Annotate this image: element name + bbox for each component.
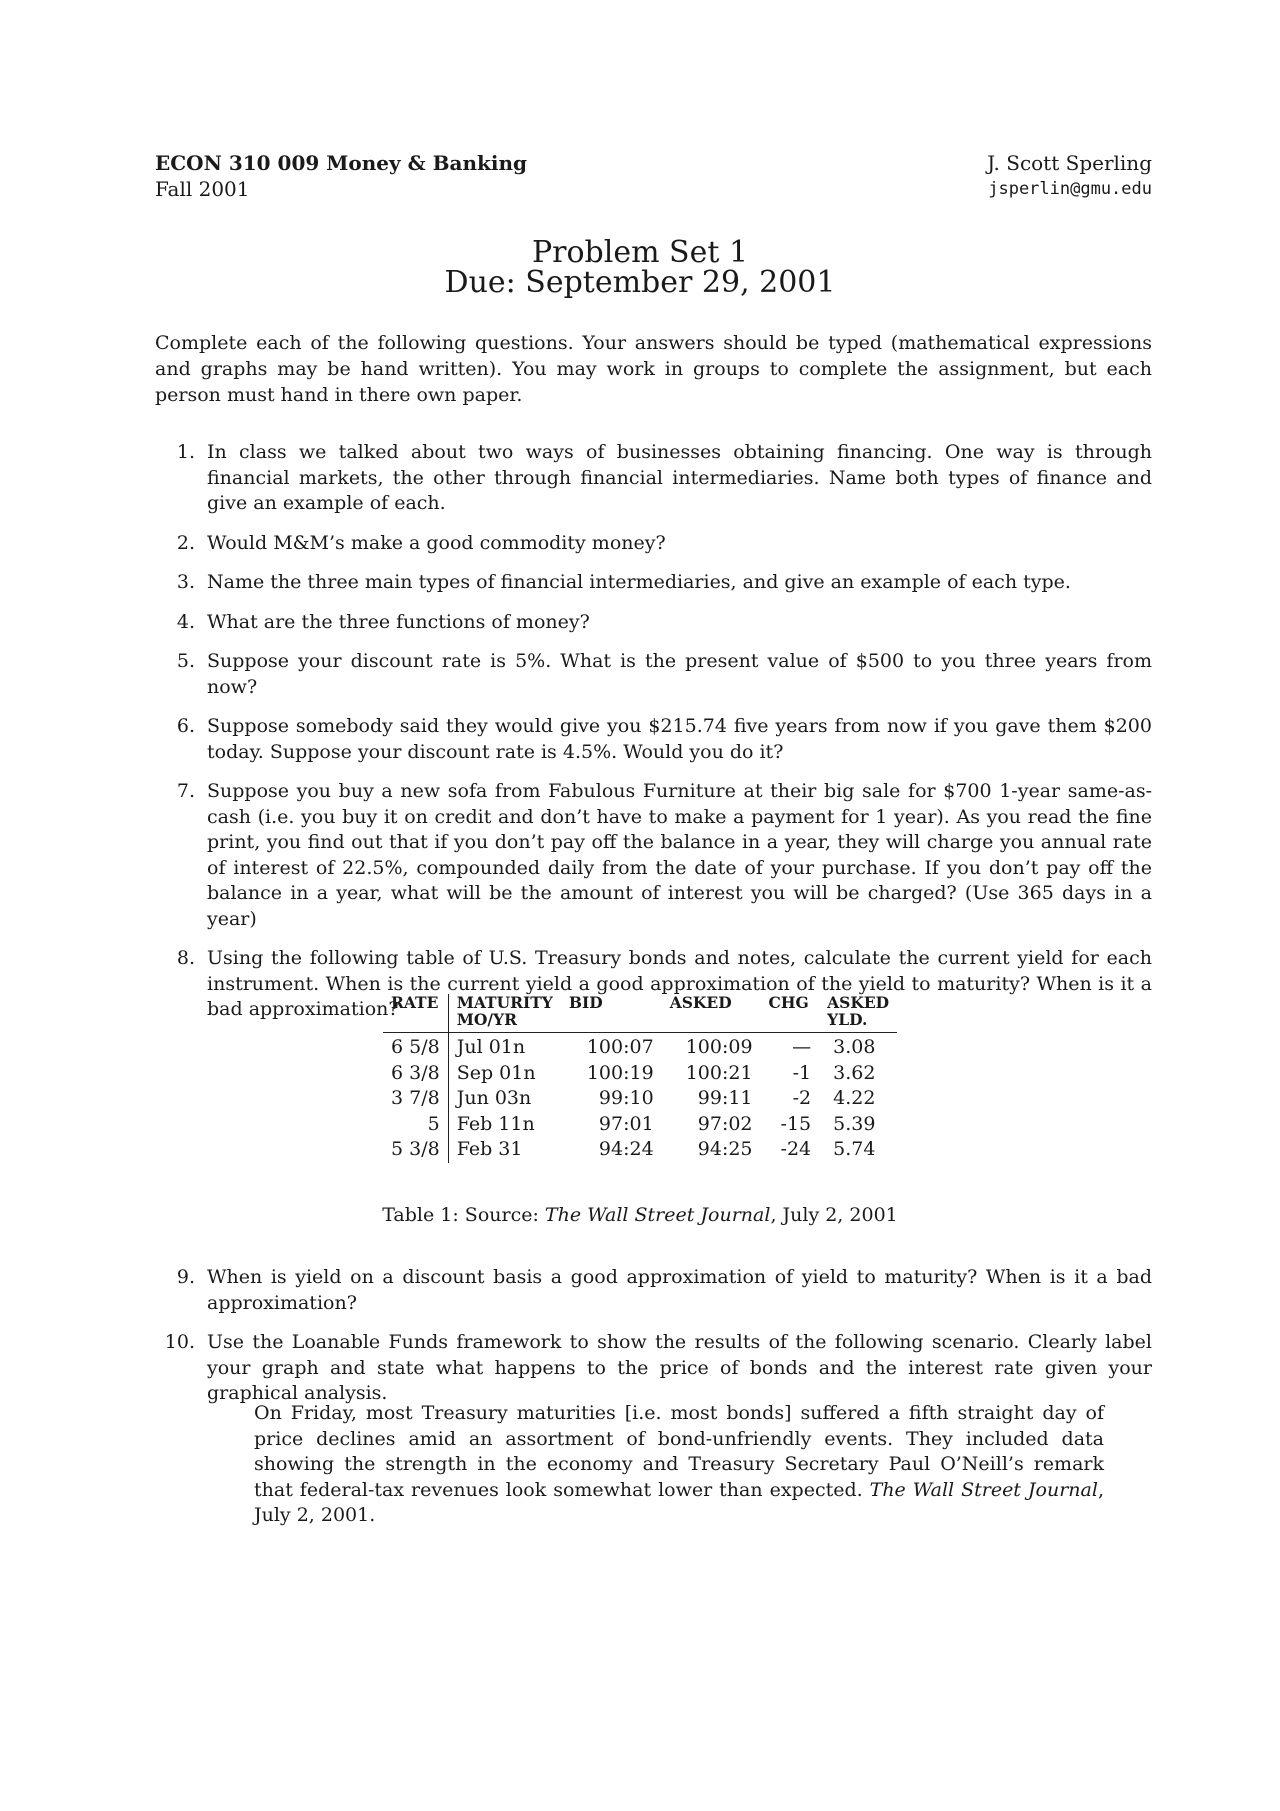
course-header (155, 150, 527, 202)
question-item: 8. Using the following table of U.S. Treasury bonds and notes, calculate the current yield for each instrument. When is the current yield a good approximation of the yield to maturity? When is it a bad approximation? (176, 947, 1152, 1020)
question-item: 2. Would M&M’s make a good commodity money? (176, 531, 666, 554)
question-item: 7. Suppose you buy a new sofa from Fabulous Furniture at their big sale for $700 1-year same-as-cash (i.e. you buy it on credit and don’t have to make a payment for 1 year). As you read the fine print, you find out that if you don’t pay off the balance in a year, they will charge you annual rate of interest of 22.5%, compounded daily from the date of your purchase. If you don’t pay off the balance in a year, what will be the amount of interest you will be charged? (Use 365 days in a year) (176, 780, 1152, 930)
title-line-2: Due: September 29, 2001 (444, 265, 836, 300)
table-row: 5 3/8 Feb 31 94:24 94:25 -24 5.74 (383, 1137, 897, 1163)
treasury-table-wrap (383, 994, 897, 1163)
table-caption: Table 1: Source: The Wall Street Journal, July 2, 2001 (382, 1204, 898, 1226)
question-item: 1. In class we talked about two ways of businesses obtaining financing. One way is through financial markets, the other through financial intermediaries. Name both types of finance and give an example of each. (176, 441, 1152, 514)
treasury-table (383, 994, 897, 1163)
question-text: Name the three main types of financial intermediaries, and give an example of each type. (207, 571, 1071, 593)
question-item: 4. What are the three functions of money? (176, 610, 590, 633)
question-text: Suppose somebody said they would give you $215.74 five years from now if you gave them $200 today. Suppose your discount rate is 4.5%. Would you do it? (207, 715, 1152, 763)
question-item: 9. When is yield on a discount basis a good approximation of yield to maturity? When is it a bad approximation? (176, 1266, 1152, 1314)
instructor-name: J. Scott Sperling (987, 151, 1152, 175)
col-maturity: MATURITY MO/YR (456, 993, 553, 1029)
term: Fall 2001 (155, 177, 250, 201)
question-text: Suppose your discount rate is 5%. What is the present value of $500 to you three years from now? (207, 650, 1152, 698)
question-item: 3. Name the three main types of financial intermediaries, and give an example of each type. (176, 571, 1071, 593)
caption-source: The Wall Street Journal (544, 1204, 771, 1226)
question-item: 6. Suppose somebody said they would give you $215.74 five years from now if you gave them $200 today. Suppose your discount rate is 4.5%. Would you do it? (176, 715, 1152, 763)
question-text: Suppose you buy a new sofa from Fabulous Furniture at their big sale for $700 1-year same-as-cash (i.e. you buy it on credit and don’t have to make a payment for 1 year). As you read the fine print, you find out that if you don’t pay off the balance in a year, they will charge you annual rate of interest of 22.5%, compounded daily from the date of your purchase. If you don’t pay off the balance in a year, what will be the amount of interest you will be charged? (Use 365 days in a year) (207, 780, 1152, 930)
question-item: 5. Suppose your discount rate is 5%. What is the present value of $500 to you three years from now? (176, 650, 1152, 698)
table-row: 5 Feb 11n 97:01 97:02 -15 5.39 (383, 1112, 897, 1138)
question-text: What are the three functions of money? (207, 610, 590, 633)
quoted-passage: On Friday, most Treasury maturities [i.e. most bonds] suffered a fifth straight day of price declines amid an assortment of bond-unfriendly events. They included data showing the strength in the economy and Treasury Secretary Paul O’Neill’s remark that federal-tax revenues look somewhat lower than expected. The Wall Street Journal, July 2, 2001. (254, 1402, 1104, 1526)
question-text: Using the following table of U.S. Treasury bonds and notes, calculate the current yield for each instrument. When is the current yield a good approximation of the yield to maturity? When is it a bad approximation? (207, 947, 1152, 1020)
question-list-continued (155, 1265, 1152, 1421)
question-text: Would M&M’s make a good commodity money? (207, 531, 666, 554)
table-row: 6 3/8 Sep 01n 100:19 100:21 -1 3.62 (383, 1061, 897, 1087)
col-asked: ASKED (669, 993, 732, 1012)
col-asked-yld: ASKED YLD. (827, 993, 890, 1029)
table-row: 6 5/8 Jul 01n 100:07 100:09 — 3.08 (383, 1033, 897, 1061)
question-list (155, 440, 1152, 1023)
instructor-header (987, 150, 1152, 202)
question-text: When is yield on a discount basis a good approximation of yield to maturity? When is it a bad approximation? (207, 1266, 1152, 1314)
table-row: 3 7/8 Jun 03n 99:10 99:11 -2 4.22 (383, 1086, 897, 1112)
question-text: Use the Loanable Funds framework to show the results of the following scenario. Clearly label your graph and state what happens to the price of bonds and the interest rate given your graphical analysis. (207, 1331, 1152, 1404)
instructor-email: jsperlin@gmu.edu (988, 179, 1152, 199)
col-bid: BID (568, 993, 603, 1012)
col-chg: CHG (768, 993, 809, 1012)
col-rate: RATE (383, 994, 448, 1033)
title-line-1: Problem Set 1 (531, 235, 749, 270)
instructions-paragraph: Complete each of the following questions. Your answers should be typed (mathematical expressions and graphs may be hand written). You may work in groups to complete the assignment, but each person must hand in there own paper. (155, 332, 1152, 406)
table-header-row (383, 994, 897, 1033)
quote-source: The Wall Street Journal (869, 1478, 1098, 1501)
question-text: In class we talked about two ways of businesses obtaining financing. One way is through financial markets, the other through financial intermediaries. Name both types of finance and give an example of each. (207, 441, 1152, 514)
page-title (0, 235, 1280, 300)
course-title: ECON 310 009 Money & Banking (155, 151, 527, 175)
question-item: 10. Use the Loanable Funds framework to show the results of the following scenario. Clearly label your graph and state what happens to the price of bonds and the interest rate given your graphical analysis. (164, 1331, 1152, 1404)
